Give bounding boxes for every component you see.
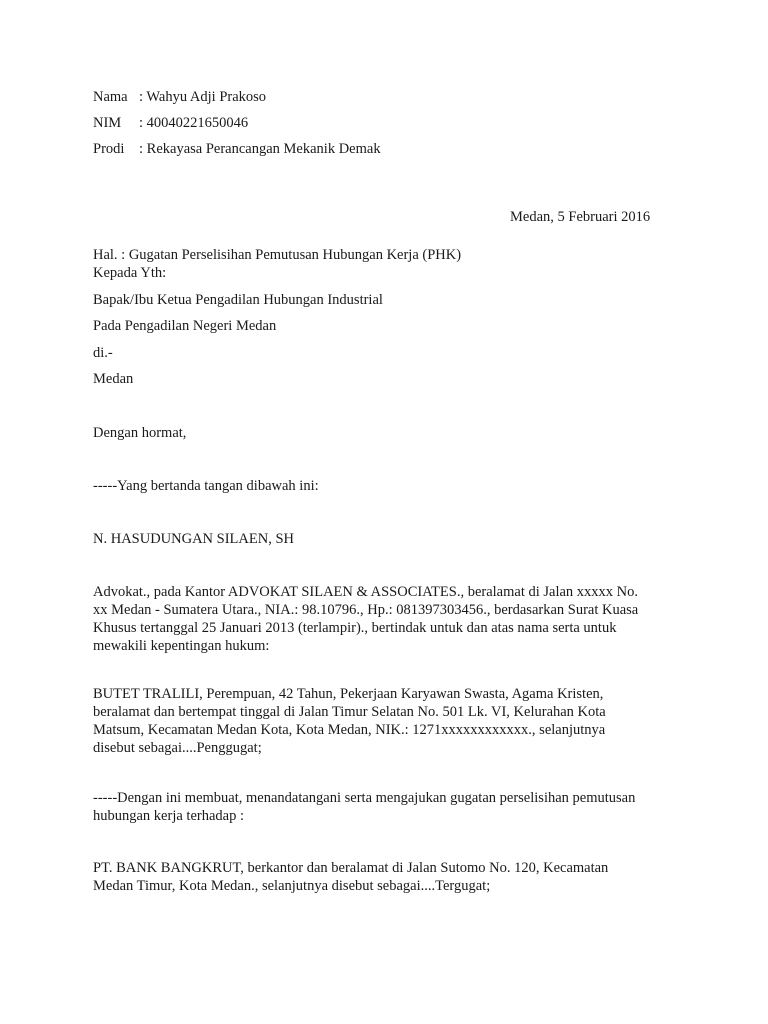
recipient-line-4: Medan	[93, 371, 134, 387]
recipient-line-2: Pada Pengadilan Negeri Medan	[93, 318, 277, 334]
defendant-paragraph	[93, 859, 673, 895]
name-label: Nama	[93, 89, 128, 105]
name-value: : Wahyu Adji Prakoso	[139, 89, 267, 105]
recipient-to: Kepada Yth:	[93, 265, 167, 281]
name-line	[93, 88, 266, 106]
subject-line: Hal. : Gugatan Perselisihan Pemutusan Hubungan Kerja (PHK)	[93, 247, 462, 263]
prodi-value: : Rekayasa Perancangan Mekanik Demak	[139, 141, 381, 157]
nim-label: NIM	[93, 115, 122, 131]
prodi-label: Prodi	[93, 141, 125, 157]
advocate-name: N. HASUDUNGAN SILAEN, SH	[93, 531, 294, 547]
recipient-line-1: Bapak/Ibu Ketua Pengadilan Hubungan Industrial	[93, 292, 383, 308]
paragraph-line: Medan Timur, Kota Medan., selanjutnya disebut sebagai....Tergugat;	[93, 878, 491, 894]
paragraph-line: -----Dengan ini membuat, menandatangani serta mengajukan gugatan perselisihan pemutusan	[93, 790, 636, 806]
paragraph-line: BUTET TRALILI, Perempuan, 42 Tahun, Pekerjaan Karyawan Swasta, Agama Kristen,	[93, 686, 604, 702]
plaintiff-paragraph	[93, 685, 673, 757]
advocate-paragraph	[93, 583, 673, 655]
nim-value: : 40040221650046	[139, 115, 249, 131]
greeting: Dengan hormat,	[93, 425, 187, 441]
paragraph-line: beralamat dan bertempat tinggal di Jalan Timur Selatan No. 501 Lk. VI, Kelurahan Kota	[93, 704, 606, 720]
paragraph-line: Matsum, Kecamatan Medan Kota, Kota Medan, NIK.: 1271xxxxxxxxxxxx., selanjutnya	[93, 722, 606, 738]
paragraph-line: PT. BANK BANGKRUT, berkantor dan beralamat di Jalan Sutomo No. 120, Kecamatan	[93, 860, 609, 876]
paragraph-line: disebut sebagai....Penggugat;	[93, 740, 262, 756]
paragraph-line: xx Medan - Sumatera Utara., NIA.: 98.10796., Hp.: 081397303456., berdasarkan Surat Kuasa	[93, 602, 639, 618]
paragraph-line: mewakili kepentingan hukum:	[93, 638, 270, 654]
recipient-line-3: di.-	[93, 345, 113, 361]
paragraph-line: Advokat., pada Kantor ADVOKAT SILAEN & ASSOCIATES., beralamat di Jalan xxxxx No.	[93, 584, 639, 600]
nim-line	[93, 114, 248, 132]
statement-paragraph	[93, 789, 673, 825]
paragraph-line: Khusus tertanggal 25 Januari 2013 (terlampir)., bertindak untuk dan atas nama serta untuk	[93, 620, 617, 636]
paragraph-line: hubungan kerja terhadap :	[93, 808, 244, 824]
prodi-line	[93, 140, 381, 158]
letter-date: Medan, 5 Februari 2016	[510, 208, 651, 225]
intro-line: -----Yang bertanda tangan dibawah ini:	[93, 478, 319, 494]
